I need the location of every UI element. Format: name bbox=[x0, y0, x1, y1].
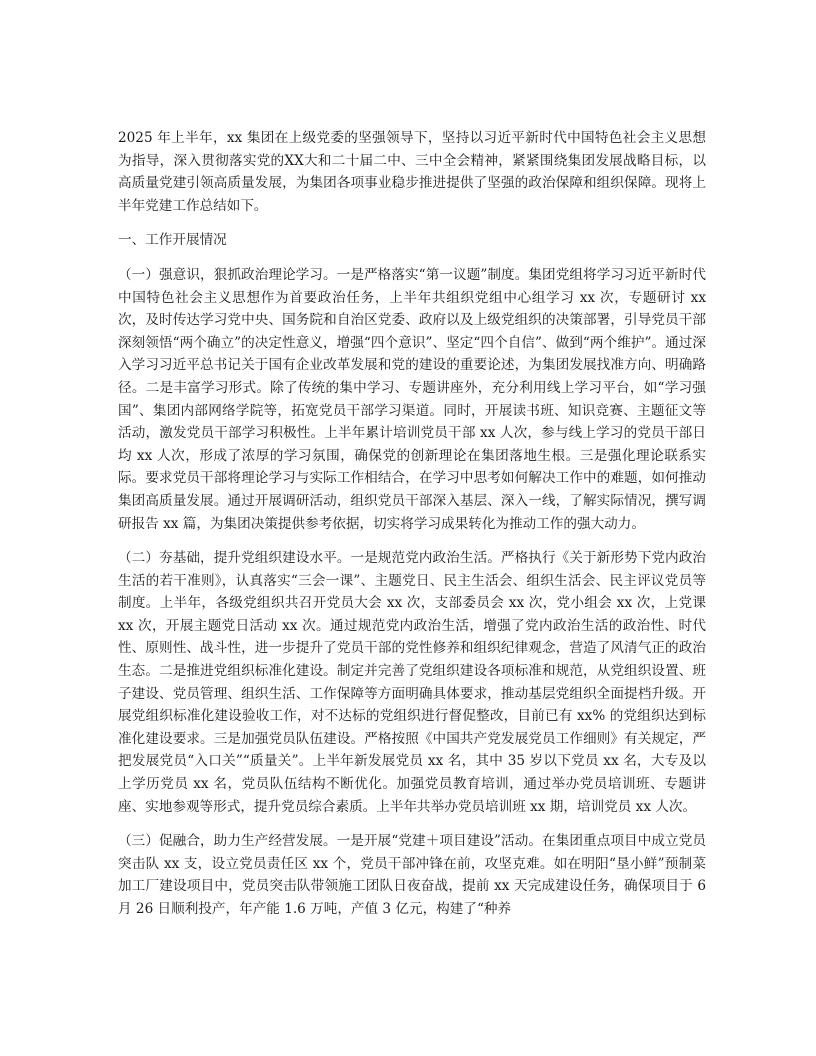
paragraph-party-organization-building: （二）夯基础，提升党组织建设水平。一是规范党内政治生活。严格执行《关于新形势下党内政治生活的若干准则》，认真落实“三会一课”、主题党日、民主生活会、组织生活会、民主评议党员等制度。上半年，各级党组织共召开党员大会 xx 次，支部委员会 xx 次，党小组会 xx 次，上党课 xx 次，开展主题党日活动 xx 次。通过规范党内政治生活，增强了党内政治生活的政治性、时代性、原则性、战斗性，进一步提升了党员干部的党性修养和组织纪律观念，营造了风清气正的政治生态。二是推进党组织标准化建设。制定并完善了党组织建设各项标准和规范，从党组织设置、班子建设、党员管理、组织生活、工作保障等方面明确具体要求，推动基层党组织全面提档升级。开展党组织标准化建设验收工作，对不达标的党组织进行督促整改，目前已有 xx% 的党组织达到标准化建设要求。三是加强党员队伍建设。严格按照《中国共产党发展党员工作细则》有关规定，严把发展党员“入口关”“质量关”。上半年新发展党员 xx 名，其中 35 岁以下党员 xx 名，大专及以上学历党员 xx 名，党员队伍结构不断优化。加强党员教育培训，通过举办党员培训班、专题讲座、实地参观等形式，提升党员综合素质。上半年共举办党员培训班 xx 期，培训党员 xx 人次。 bbox=[118, 550, 706, 815]
paragraph-production-integration: （三）促融合，助力生产经营发展。一是开展“党建＋项目建设”活动。在集团重点项目中成立党员突击队 xx 支，设立党员责任区 xx 个，党员干部冲锋在前，攻坚克难。如在明阳“垦小鲜”预制菜加工厂建设项目中，党员突击队带领施工团队日夜奋战，提前 xx 天完成建设任务，确保项目于 6 月 26 日顺利投产，年产能 1.6 万吨，产值 3 亿元，构建了“种养 bbox=[118, 833, 706, 917]
document-page bbox=[118, 127, 706, 933]
section-heading-work-status: 一、工作开展情况 bbox=[118, 232, 227, 249]
paragraph-political-theory-study: （一）强意识，狠抓政治理论学习。一是严格落实“第一议题”制度。集团党组将学习习近平新时代中国特色社会主义思想作为首要政治任务，上半年共组织党组中心组学习 xx 次，专题研讨 xx 次，及时传达学习党中央、国务院和自治区党委、政府以及上级党组织的决策部署，引导党员干部深刻领悟“两个确立”的决定性意义，增强“四个意识”、坚定“四个自信”、做到“两个维护”。通过深入学习习近平总书记关于国有企业改革发展和党的建设的重要论述，为集团发展找准方向、明确路径。二是丰富学习形式。除了传统的集中学习、专题讲座外，充分利用线上学习平台，如“学习强国”、集团内部网络学院等，拓宽党员干部学习渠道。同时，开展读书班、知识竞赛、主题征文等活动，激发党员干部学习积极性。上半年累计培训党员干部 xx 人次，参与线上学习的党员干部日均 xx 人次，形成了浓厚的学习氛围，确保党的创新理论在集团落地生根。三是强化理论联系实际。要求党员干部将理论学习与实际工作相结合，在学习中思考如何解决工作中的难题，如何推动集团高质量发展。通过开展调研活动，组织党员干部深入基层、深入一线，了解实际情况，撰写调研报告 xx 篇，为集团决策提供参考依据，切实将学习成果转化为推动工作的强大动力。 bbox=[118, 266, 706, 532]
intro-paragraph: 2025 年上半年，xx 集团在上级党委的坚强领导下，坚持以习近平新时代中国特色社会主义思想为指导，深入贯彻落实党的XX大和二十届二中、三中全会精神，紧紧围绕集团发展战略目标，以高质量党建引领高质量发展，为集团各项事业稳步推进提供了坚强的政治保障和组织保障。现将上半年党建工作总结如下。 bbox=[118, 130, 706, 214]
